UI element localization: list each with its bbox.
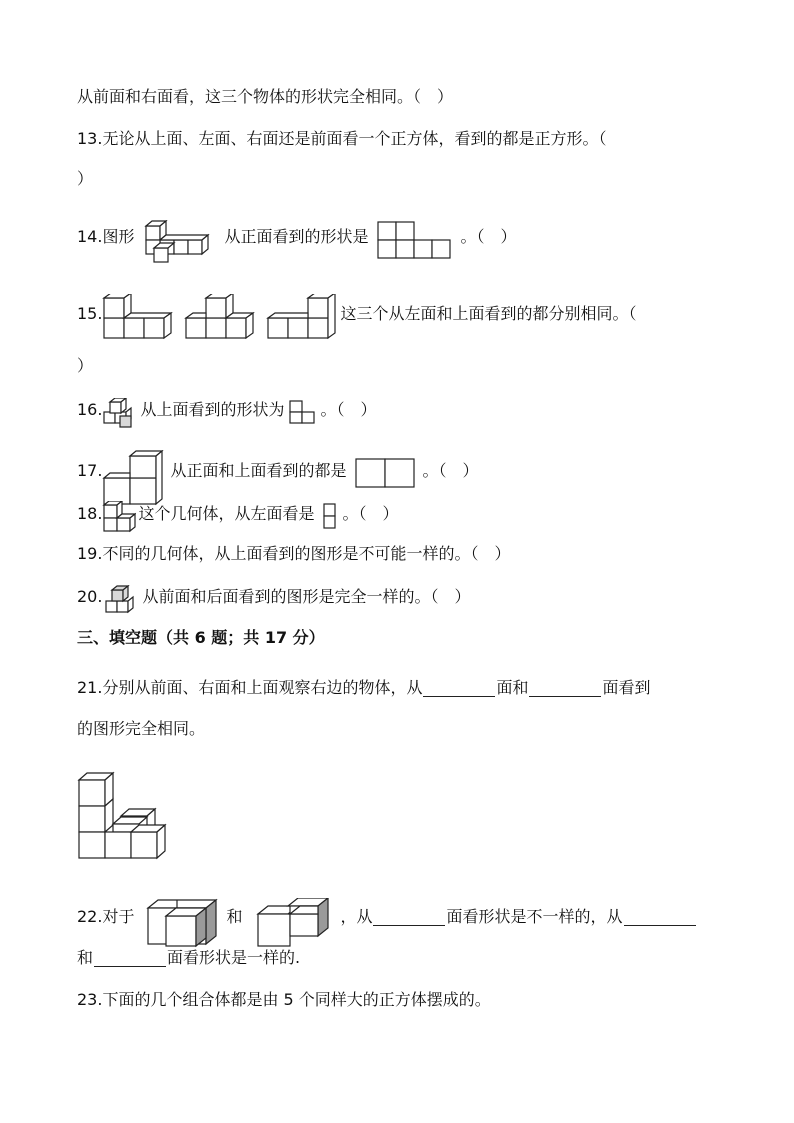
q13-text: 13.无论从上面、左面、右面还是前面看一个正方体，看到的都是正方形。（ [77,129,607,148]
q15-three-solids [102,294,338,344]
q15-num: 15. [77,304,103,323]
section3-title: 三、填空题（共 6 题；共 17 分） [77,628,325,647]
q20-line [77,585,470,609]
q18-num: 18. [77,504,103,523]
q14-front-view [374,220,454,260]
q21-line [77,677,650,699]
q15-cont: ） [77,356,94,375]
q19-line [77,543,510,565]
q16-text: 从上面看到的形状为 [140,400,285,419]
q13-cont: ） [77,169,94,188]
q15-line [77,294,636,334]
q22-c: ，从 [340,907,373,926]
q17-end: 。（ ） [422,461,479,480]
q16-solid-figure [102,398,138,428]
q22-b: 和 [226,907,243,926]
q21-cont: 的图形完全相同。 [77,719,206,738]
q19-text: 19.不同的几何体，从上面看到的图形是不可能一样的。（ ） [77,544,511,563]
q18-line [77,501,398,527]
q18-end: 。（ ） [342,504,399,523]
q22-blank-2[interactable] [624,909,696,926]
q22-line [77,898,697,936]
q20-text: 从前面和后面看到的图形是完全一样的。（ ） [142,587,471,606]
q20-solid-figure [102,585,138,615]
q18-text: 这个几何体，从左面看是 [138,504,315,523]
q17-view [354,457,418,489]
q18-solid-figure [102,501,136,533]
q22-f: 面看形状是一样的. [167,948,301,967]
section3-header [77,627,325,649]
q16-top-view [288,399,318,425]
q21-solid-figure [77,770,167,862]
q23-text: 23.下面的几个组合体都是由 5 个同样大的正方体摆成的。 [77,990,491,1009]
q22-blank-3[interactable] [94,950,166,967]
q23-line [77,989,491,1011]
q14-num: 14.图形 [77,227,135,246]
q16-num: 16. [77,400,103,419]
q17-line [77,450,478,492]
q12-line [77,86,453,108]
q13-line [77,128,606,150]
q21-c: 面看到 [602,678,651,697]
q13-cont-line [77,168,93,190]
q20-num: 20. [77,587,103,606]
q21-cont-line [77,718,205,740]
q22-a: 22.对于 [77,907,135,926]
q22-blank-1[interactable] [373,909,445,926]
q21-blank-1[interactable] [423,680,495,697]
q14-solid-figure [140,220,218,266]
q18-left-view [320,502,340,530]
q17-text: 从正面和上面看到的都是 [170,461,347,480]
q12-text: 从前面和右面看，这三个物体的形状完全相同。（ ） [77,87,454,106]
q22-d: 面看形状是不一样的，从 [446,907,623,926]
q21-blank-2[interactable] [529,680,601,697]
q22-solid-figure-2 [254,898,338,948]
q22-e: 和 [77,948,94,967]
q14-line [77,220,516,254]
q15-cont-line [77,355,93,377]
q14-mid: 从正面看到的形状是 [224,227,369,246]
q17-solid-figure [102,450,166,506]
q21-a: 21.分别从前面、右面和上面观察右边的物体，从 [77,678,423,697]
q16-line [77,398,376,422]
q16-end: 。（ ） [320,400,377,419]
q15-text: 这三个从左面和上面看到的都分别相同。（ [340,304,637,323]
q21-b: 面和 [496,678,529,697]
q17-num: 17. [77,461,103,480]
q22-cont-line [77,947,300,969]
q14-end: 。（ ） [460,227,517,246]
q22-solid-figure-1 [146,898,222,948]
